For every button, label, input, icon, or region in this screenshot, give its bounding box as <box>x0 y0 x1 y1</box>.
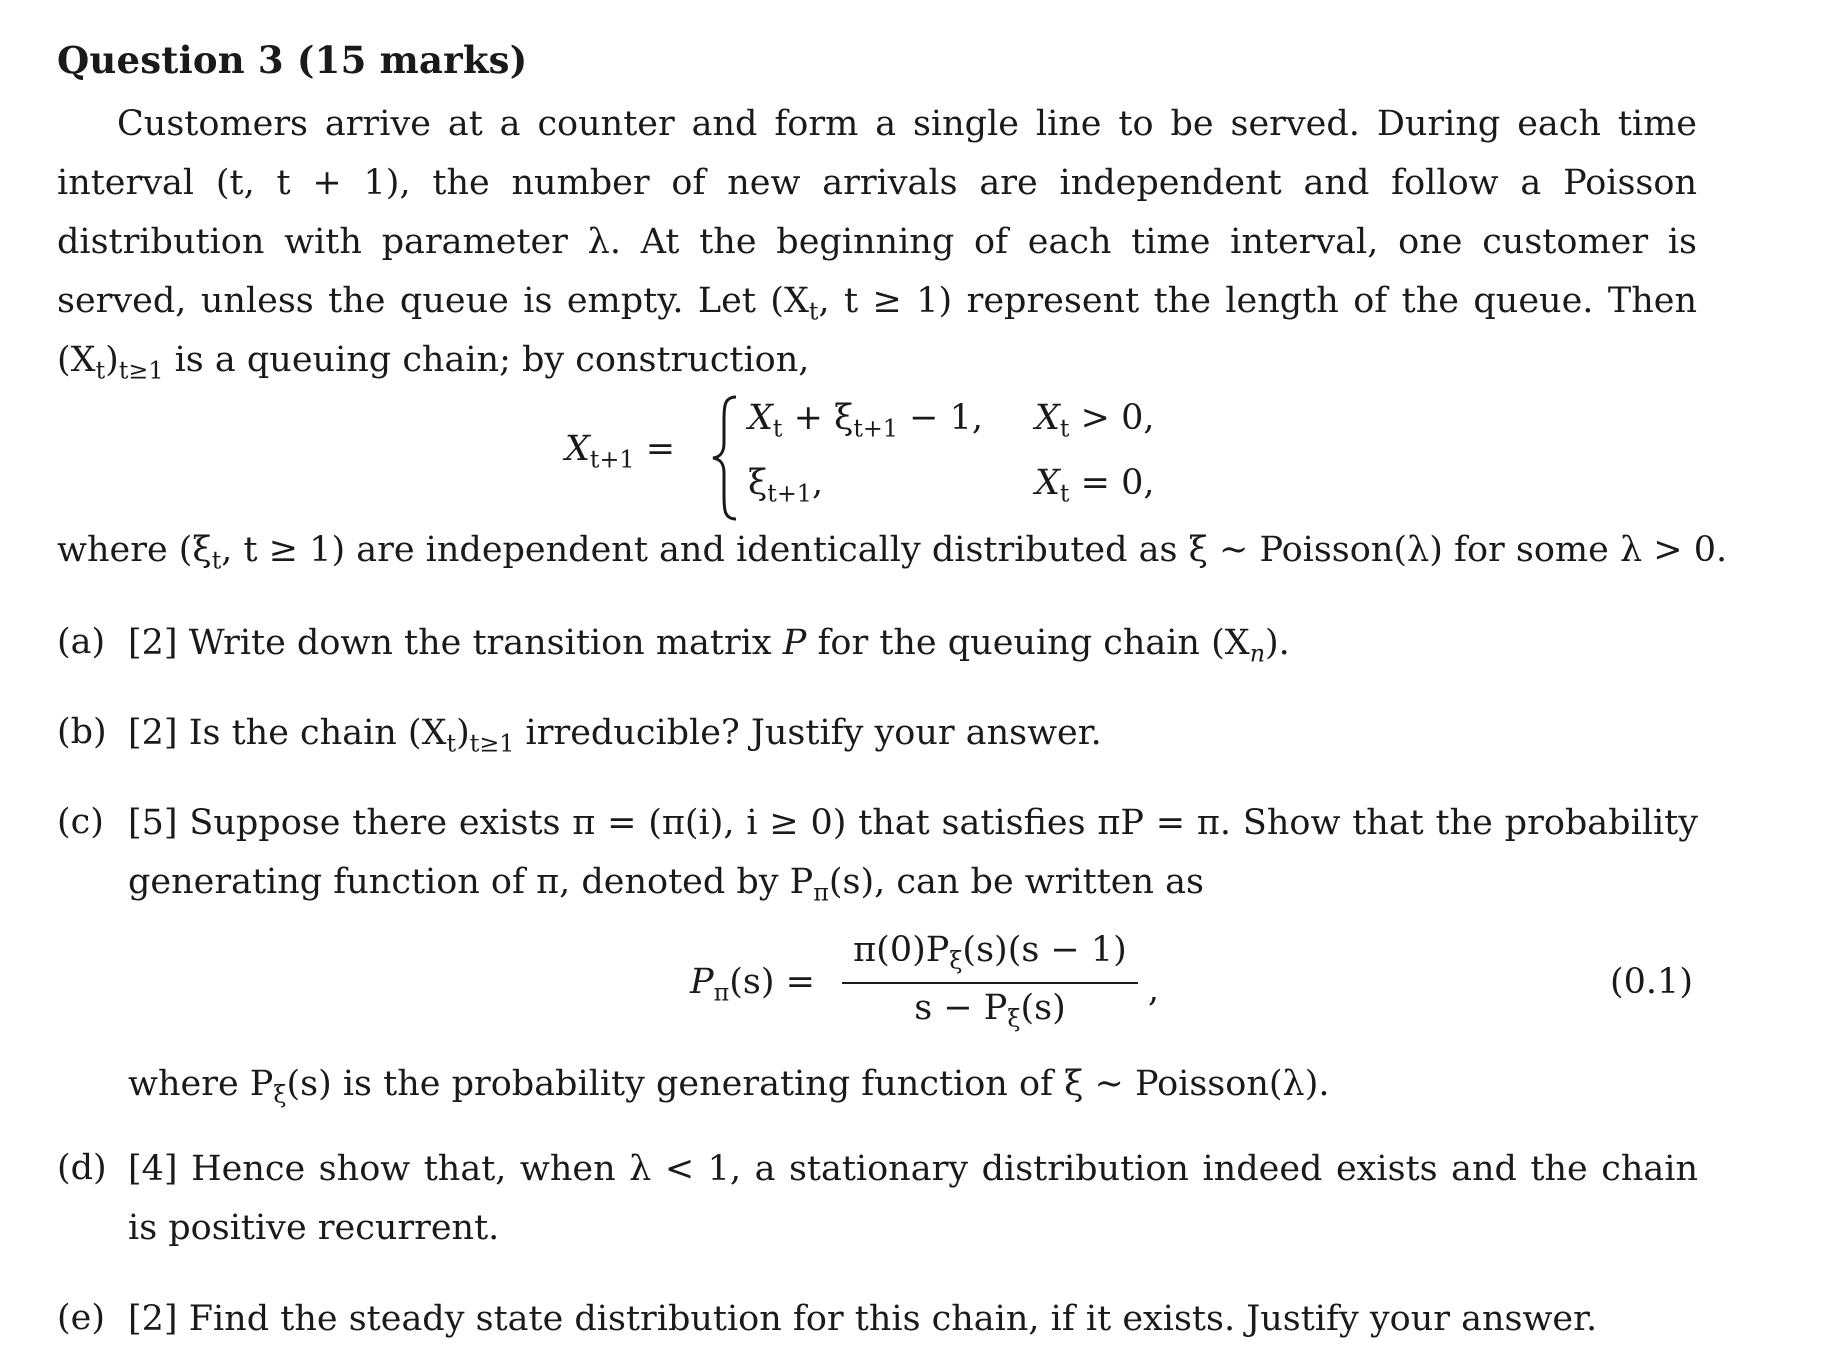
part-d-label: (d) <box>57 1148 107 1188</box>
part-b-label: (b) <box>57 712 107 752</box>
pgf-numerator: $\pi(0)P_\xi(s)(s - 1)$ <box>853 930 1127 975</box>
part-d-text: [4] Hence show that, when λ < 1, a stationary distribution indeed exists and the chain is positive recurrent. <box>128 1149 1698 1248</box>
case-2-expression: $\xi_{t+1}$, <box>748 463 824 508</box>
formula-comma: , <box>1148 970 1160 1010</box>
case-1-expression: $X_t + \xi_{t+1} - 1$, <box>748 398 983 443</box>
case-1-condition: $X_t > 0$, <box>1035 398 1155 443</box>
fraction-bar <box>842 982 1138 984</box>
queue-recursion-equation <box>560 395 1320 525</box>
pgf-formula <box>690 930 1210 1040</box>
intro-text-4: is a queuing chain; by construction, <box>163 340 810 380</box>
part-c-where: where $P_\xi(s)$ is the probability generating function of ξ ∼ Poisson(λ). <box>128 1064 1330 1109</box>
case-2-condition: $X_t = 0$, <box>1035 463 1155 508</box>
part-c-text: [5] Suppose there exists π = (π(i), i ≥ 0) that satisfies πP = π. Show that the probability generating function of π, denoted by $P_\pi(s)$, can be written as <box>128 803 1698 907</box>
part-e-text: [2] Find the steady state distribution for this chain, if it exists. Justify your answer. <box>128 1299 1598 1339</box>
part-a-text: [2] Write down the transition matrix P for the queuing chain $(X_n)$. <box>128 623 1290 668</box>
part-c-label: (c) <box>57 802 104 842</box>
equation-number: (0.1) <box>1610 962 1693 1002</box>
part-e-label: (e) <box>57 1298 106 1338</box>
subscript-t: t <box>808 297 819 326</box>
intro-paragraph <box>57 95 1697 390</box>
iid-assumption-line: where ($\xi_t$, t ≥ 1) are independent and identically distributed as ξ ∼ Poisson(λ) for some λ > 0. <box>57 530 1728 575</box>
intro-text-1: Customers arrive at a counter and form a single line to be served. During each time interval (t, t + 1), the number of new arrivals are independent and follow a Poisson distribution with parameter λ. At the beginning of each time interval, one customer is served, unless the queue is empty. Let (X <box>57 104 1697 321</box>
pgf-lhs: $P_\pi(s)$ = <box>690 962 815 1007</box>
intro-text-3: ) <box>105 340 119 380</box>
subscript-t: t <box>95 356 106 385</box>
part-b-text: [2] Is the chain $(X_t)_{t\ge 1}$ irreducible? Justify your answer. <box>128 713 1102 758</box>
subscript-t-ge-1: t≥1 <box>118 356 164 385</box>
question-heading: Question 3 (15 marks) <box>57 38 528 82</box>
pgf-denominator: $s - P_\xi(s)$ <box>914 988 1066 1033</box>
part-a-label: (a) <box>57 622 106 662</box>
equation-lhs: $X_{t+1}$ = <box>565 429 676 474</box>
left-brace <box>710 393 740 523</box>
intro-text-2: , t ≥ 1) represent the length of the queue. Then (X <box>57 281 1697 380</box>
